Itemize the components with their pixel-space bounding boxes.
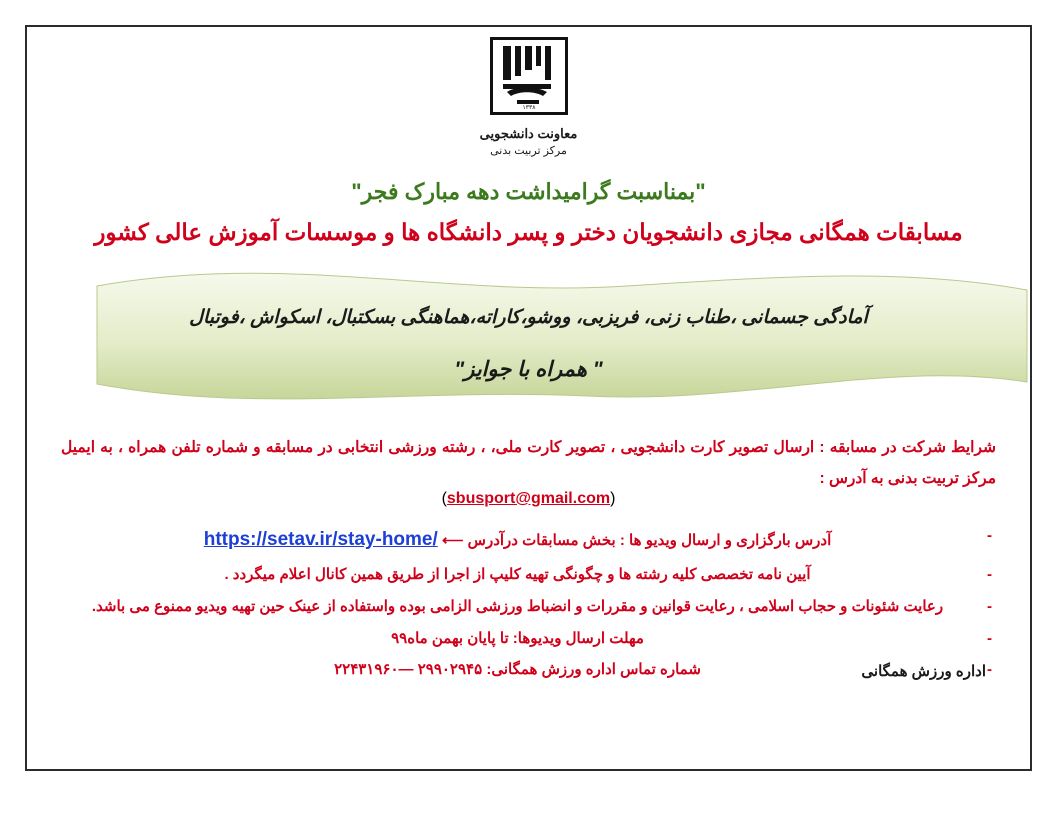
list-item-upload-address [61,522,996,557]
poster-body [61,432,996,684]
disciplines-banner [27,264,1030,414]
contact-email-link[interactable]: sbusport@gmail.com [446,490,611,507]
disciplines-list: آمادگی جسمانی ،طناب زنی، فریزبی، ووشو،کاراته،هماهنگی بسکتبال، اسکواش ،فوتبال [189,307,868,328]
competition-url-link[interactable]: https://setav.ir/stay-home/ [203,529,438,550]
info-list [61,522,996,684]
list-item-phone: - شماره تماس اداره ورزش همگانی: ۲۹۹۰۲۹۴۵ —۲۲۴۳۱۹۶۰ [61,656,996,684]
email-paren-open: ( [610,490,616,507]
list-item-regulations-note: - آیین نامه تخصصی کلیه رشته ها و چگونگی تهیه کلیپ از اجرا از طریق همین کانال اعلام میگردد . [61,561,996,589]
list-item-deadline: - مهلت ارسال ویدیوها: تا پایان بهمن ماه۹۹ [61,625,996,653]
issuing-department: اداره ورزش همگانی [861,663,986,681]
university-seal-icon [490,37,568,115]
org-subunit: مرکز تربیت بدنی [490,145,567,157]
poster-header [27,27,1030,157]
list-item-dress-rules: - رعایت شئونات و حجاب اسلامی ، رعایت قوانین و مقررات و انضباط ورزشی الزامی بوده واستفاده از عینک حین تهیه ویدیو ممنوع می باشد. [61,593,996,621]
occasion-title: "بمناسبت گرامیداشت دهه مبارک فجر" [351,179,706,204]
conditions-text: ارسال تصویر کارت دانشجویی ، تصویر کارت ملی، ، رشته ورزشی انتخابی در مسابقه و شماره تلفن همراه ، به ایمیل مرکز تربیت بدنی به آدرس : [61,439,996,487]
org-name: معاونت دانشجویی [479,126,578,141]
conditions-lead: شرایط شرکت در مسابقه : [819,439,997,456]
email-paren-close: ) [441,490,447,507]
participation-conditions [61,432,996,494]
svg-text:۱۳۳۸: ۱۳۳۸ [522,105,535,111]
upload-address-label: آدرس بارگزاری و ارسال ویدیو ها : بخش مسابقات درآدرس [467,532,832,549]
event-title: مسابقات همگانی مجازی دانشجویان دختر و پسر دانشگاه ها و موسسات آموزش عالی کشور [94,219,963,245]
arrow-icon: ⟵ [441,532,464,549]
prizes-note: " همراه با جوایز" [454,358,603,381]
poster-page [25,25,1032,771]
